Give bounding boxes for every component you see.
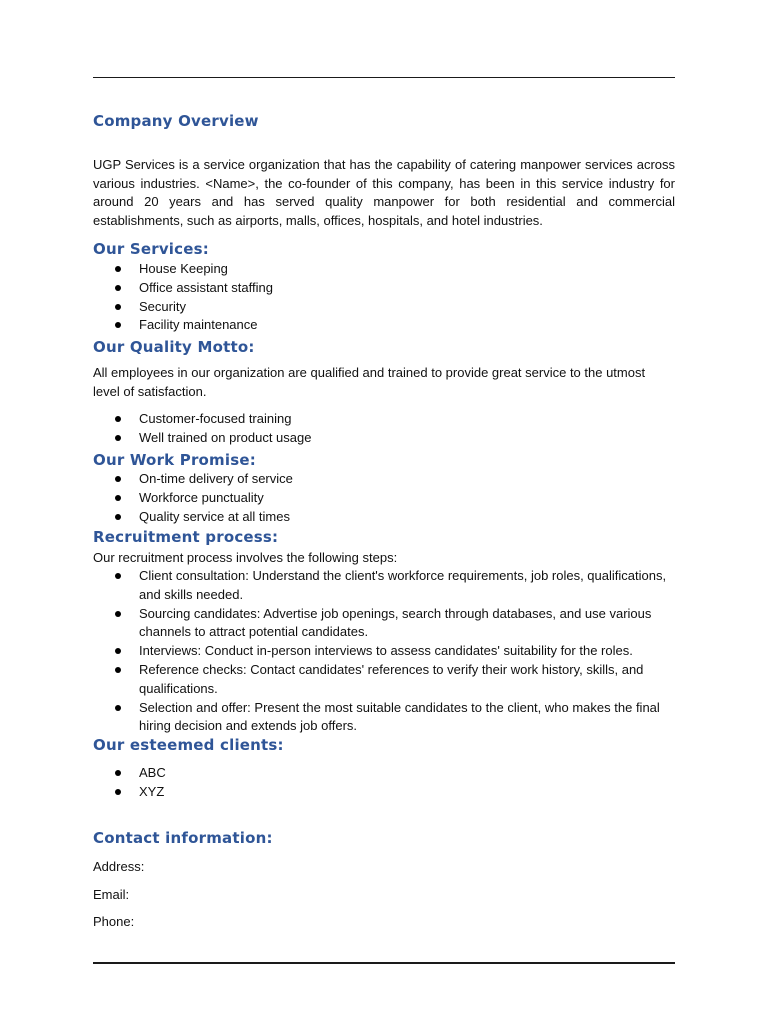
bullet-icon: [115, 322, 121, 328]
contact-address-label: Address:: [93, 859, 145, 874]
contact-phone-label: Phone:: [93, 914, 135, 929]
bullet-icon: [115, 770, 121, 776]
contact-heading: Contact information:: [93, 829, 273, 847]
bullet-icon: [115, 514, 121, 520]
list-item: Office assistant staffing: [93, 279, 675, 298]
list-item: Customer-focused training: [93, 410, 675, 429]
bullet-icon: [115, 573, 121, 579]
bullet-icon: [115, 611, 121, 617]
list-item: Client consultation: Understand the client's workforce requirements, job roles, qualifications, and skills needed.: [93, 567, 675, 605]
list-item: Workforce punctuality: [93, 489, 675, 508]
bullet-icon: [115, 304, 121, 310]
contact-email-label: Email:: [93, 887, 130, 902]
bullet-icon: [115, 495, 121, 501]
clients-heading: Our esteemed clients:: [93, 736, 284, 754]
list-item: ABC: [93, 764, 675, 783]
header-rule: [93, 77, 675, 78]
list-item: Reference checks: Contact candidates' references to verify their work history, skills, and qualifications.: [93, 661, 675, 699]
list-item: Well trained on product usage: [93, 429, 675, 448]
services-list: [93, 260, 675, 335]
list-item: Sourcing candidates: Advertise job openings, search through databases, and use various channels to attract potential candidates.: [93, 605, 675, 643]
bullet-icon: [115, 285, 121, 291]
company-overview-heading: Company Overview: [93, 112, 259, 130]
work-promise-heading: Our Work Promise:: [93, 451, 256, 469]
bullet-icon: [115, 416, 121, 422]
bullet-icon: [115, 476, 121, 482]
recruitment-list: [93, 567, 675, 736]
work-promise-list: [93, 470, 675, 526]
footer-rule: [93, 962, 675, 964]
list-item: Interviews: Conduct in-person interviews to assess candidates' suitability for the roles.: [93, 642, 675, 661]
list-item: Facility maintenance: [93, 316, 675, 335]
bullet-icon: [115, 266, 121, 272]
bullet-icon: [115, 648, 121, 654]
list-item: Selection and offer: Present the most suitable candidates to the client, who makes the final hiring decision and extends job offers.: [93, 699, 675, 737]
recruitment-heading: Recruitment process:: [93, 528, 279, 546]
recruitment-intro: Our recruitment process involves the following steps:: [93, 550, 398, 565]
quality-motto-text: All employees in our organization are qualified and trained to provide great service to the utmost level of satisfaction.: [93, 365, 646, 399]
list-item: Security: [93, 298, 675, 317]
company-overview-text: UGP Services is a service organization that has the capability of catering manpower services across various industries. <Name>, the co-founder of this company, has been in this service industry for around 20 years and has served quality manpower for both residential and commercial establishments, such as airports, malls, offices, hospitals, and hotel industries.: [93, 157, 675, 228]
services-heading: Our Services:: [93, 240, 209, 258]
bullet-icon: [115, 789, 121, 795]
bullet-icon: [115, 435, 121, 441]
clients-list: [93, 764, 675, 802]
list-item: XYZ: [93, 783, 675, 802]
document-page: [93, 0, 675, 1024]
list-item: On-time delivery of service: [93, 470, 675, 489]
quality-motto-list: [93, 410, 675, 448]
bullet-icon: [115, 667, 121, 673]
quality-motto-heading: Our Quality Motto:: [93, 338, 255, 356]
bullet-icon: [115, 705, 121, 711]
list-item: House Keeping: [93, 260, 675, 279]
list-item: Quality service at all times: [93, 508, 675, 527]
